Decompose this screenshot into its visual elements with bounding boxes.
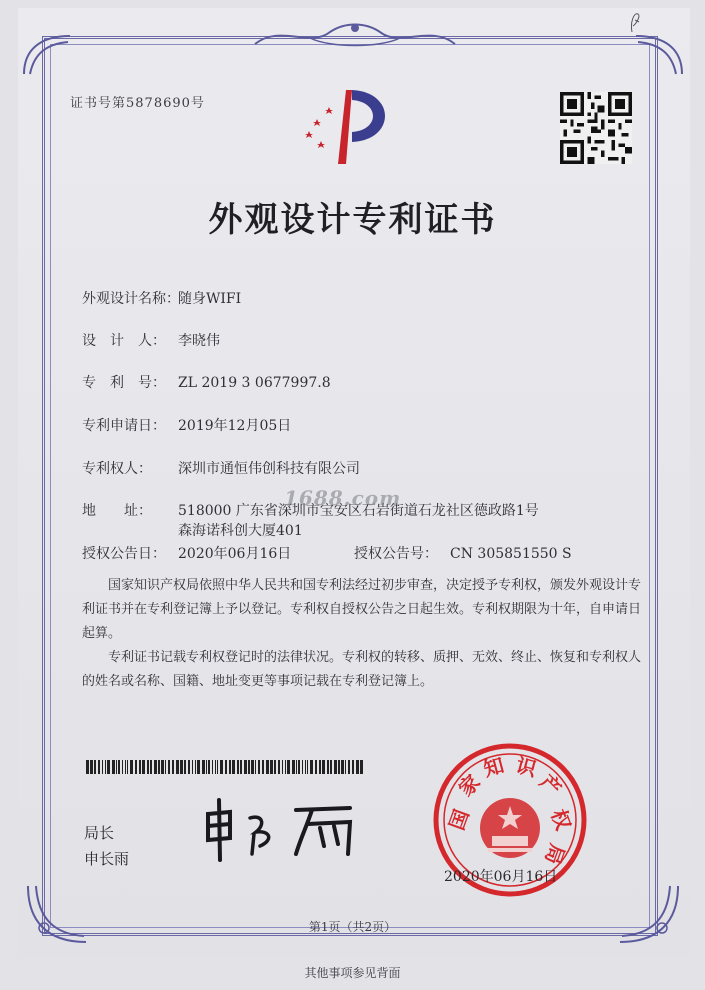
qr-code-icon <box>560 92 632 164</box>
barcode-icon <box>86 760 366 774</box>
filing-date-row <box>82 415 291 435</box>
patentee-value: 深圳市通恒伟创科技有限公司 <box>178 461 360 477</box>
address-value-line2: 森海诺科创大厦401 <box>178 523 303 539</box>
signatory-name: 申长雨 <box>84 850 130 868</box>
certificate-title: 外观设计专利证书 <box>208 200 497 240</box>
grant-number-label: 授权公告号： <box>354 546 438 562</box>
grant-date-label: 授权公告日： <box>82 546 166 562</box>
address-value-line1: 518000 广东省深圳市宝安区石岩街道石龙社区德政路1号 <box>178 503 539 519</box>
patent-number-value: ZL 2019 3 0677997.8 <box>178 375 331 391</box>
corner-ornament-icon <box>22 880 92 950</box>
design-name-value: 随身WIFI <box>178 291 242 307</box>
svg-text:识: 识 <box>513 752 540 782</box>
grant-number-row <box>354 543 572 563</box>
svg-text:知: 知 <box>480 752 507 782</box>
footer-note: 其他事项参见背面 <box>304 966 401 980</box>
grant-date-row <box>82 543 291 563</box>
corner-ornament-icon <box>614 880 684 950</box>
patent-number-row <box>82 372 331 392</box>
patentee-label: 专利权人： <box>82 461 152 477</box>
patentee-row <box>82 458 360 478</box>
certificate-number: 证书号第5878690号 <box>70 96 205 111</box>
designer-value: 李晓伟 <box>178 333 220 349</box>
address-continuation <box>178 520 303 540</box>
svg-text:国: 国 <box>444 806 474 834</box>
svg-text:权: 权 <box>546 806 576 834</box>
grant-date-value: 2020年06月16日 <box>178 546 292 562</box>
svg-text:局: 局 <box>540 840 570 868</box>
grant-number-value: CN 305851550 S <box>450 546 572 562</box>
patent-number-label: 专 利 号： <box>82 375 166 391</box>
corner-ornament-icon <box>20 30 80 80</box>
filing-date-value: 2019年12月05日 <box>178 418 292 434</box>
designer-label: 设 计 人： <box>82 333 166 349</box>
top-ornament-icon <box>250 18 460 52</box>
svg-text:家: 家 <box>453 769 485 801</box>
paragraph-grant: 国家知识产权局依照中华人民共和国专利法经过初步审查，决定授予专利权，颁发外观设计专利证书并在专利登记簿上予以登记。专利权自授权公告之日起生效。专利权期限为十年，自申请日起算。 <box>82 578 642 641</box>
svg-text:产: 产 <box>535 769 567 801</box>
filing-date-label: 专利申请日： <box>82 418 166 434</box>
signatory-title: 局长 <box>84 824 115 842</box>
watermark: 1688.com <box>284 486 402 510</box>
designer-row <box>82 330 220 350</box>
design-name-label: 外观设计名称： <box>82 291 180 307</box>
address-label: 地 址： <box>82 503 152 519</box>
handwritten-mark-icon <box>628 10 642 34</box>
seal-date: 2020年06月16日 <box>444 869 558 885</box>
cnipa-logo-icon <box>296 86 406 166</box>
legal-text <box>82 574 642 694</box>
design-name-row <box>82 288 241 308</box>
page-indicator: 第1页（共2页） <box>308 920 397 934</box>
handwritten-signature-icon <box>200 794 370 864</box>
corner-ornament-icon <box>626 30 686 80</box>
paragraph-legal-status: 专利证书记载专利权登记时的法律状况。专利权的转移、质押、无效、终止、恢复和专利权人的姓名或名称、国籍、地址变更等事项记载在专利登记簿上。 <box>82 650 642 689</box>
